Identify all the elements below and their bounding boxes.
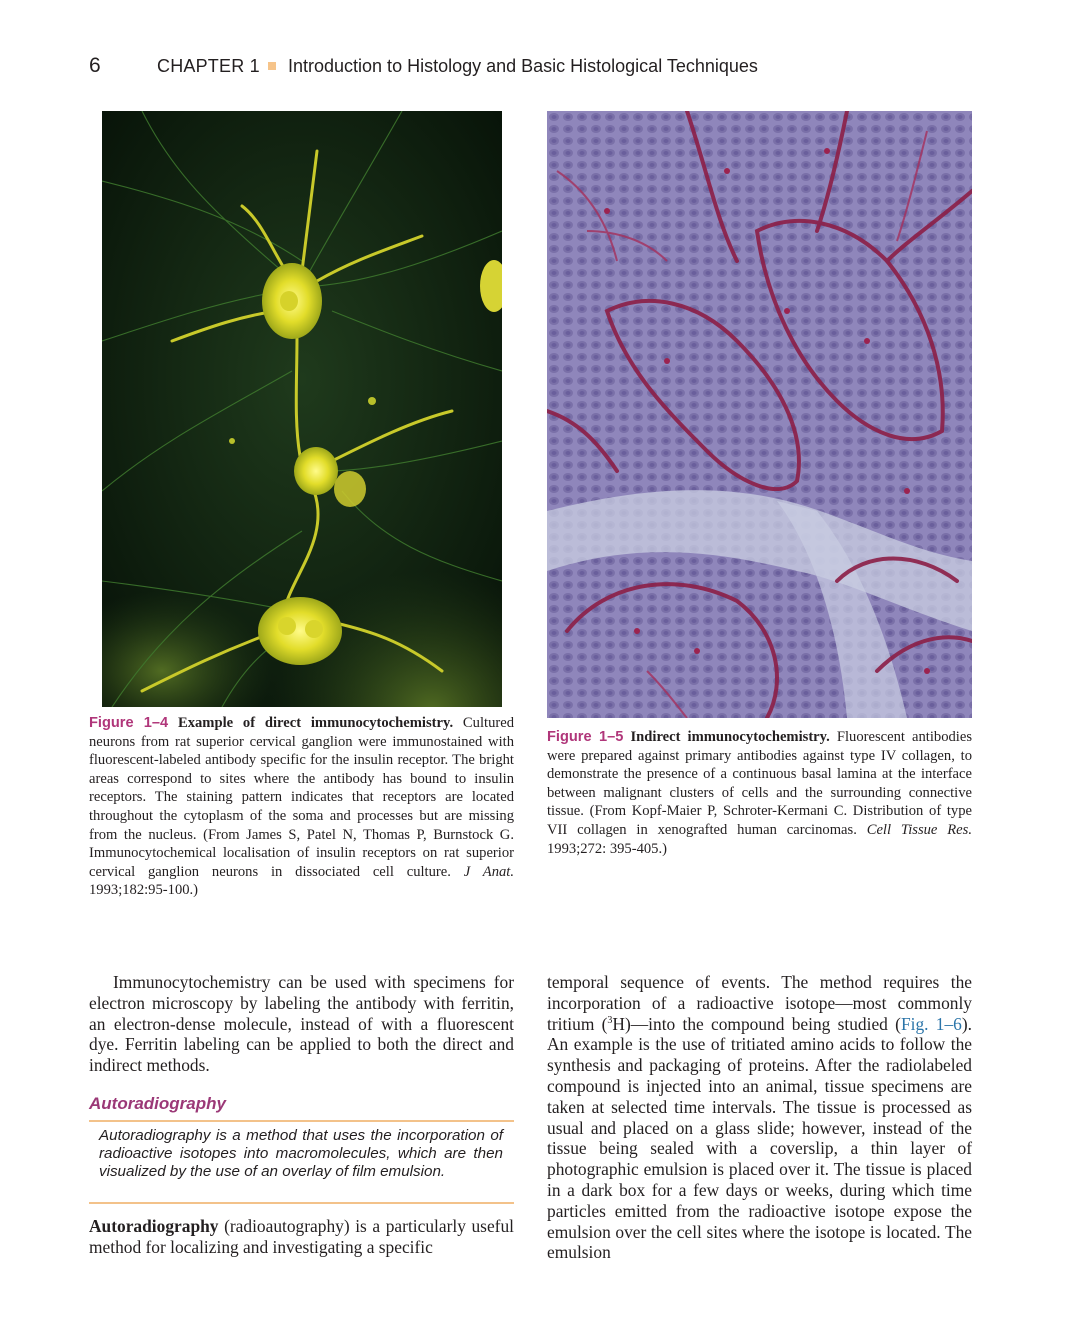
page-number: 6 xyxy=(89,54,101,77)
isotope-superscript: 3 xyxy=(607,1014,613,1026)
chapter-label: CHAPTER 1 xyxy=(157,56,260,76)
right-text-b: H)—into the compound being studied ( xyxy=(612,1013,901,1034)
figure-1-4-caption xyxy=(89,714,514,900)
chapter-title: Introduction to Histology and Basic Histological Techniques xyxy=(288,56,758,76)
figure-1-4-label: Figure 1–4 xyxy=(89,715,169,731)
figure-1-5-citation-end: 1993;272: 395-405.) xyxy=(547,840,667,857)
figure-1-5-title: Indirect immunocytochemistry. xyxy=(630,729,830,745)
running-head xyxy=(89,54,979,82)
key-term: Autoradiography xyxy=(89,1216,219,1236)
figure-1-5-caption xyxy=(547,728,972,858)
figure-1-4-text: Cultured neurons from rat superior cervical ganglion were immunostained with fluorescent-labeled antibody specific for the insulin receptor. The bright areas correspond to sites where the antibody has bound to insulin receptors. The staining pattern indicates that receptors are located throughout the cytoplasm of the soma and processes but are missing from the nucleus. (From James S, Patel N, Thomas P, Burnstock G. Immunocytochemical localisation of insulin receptors on rat superior cervical ganglion neurons in dissociated cell culture. xyxy=(89,715,514,880)
section-heading: Autoradiography xyxy=(89,1094,226,1113)
square-bullet-icon xyxy=(268,62,276,70)
right-text-c: ). An example is the use of tritiated amino acids to follow the synthesis and packaging of proteins. After the radiolabeled compound is injected into an animal, tissue specimens are taken at selected time intervals. The tissue is processed as usual and placed on a glass slide; however, instead of the tissue being sealed with a coverslip, a thin layer of photographic emulsion is placed over it. The tissue is placed in a dark box for a few days or weeks, during which time particles emitted from the radioactive isotope expose the emulsion over the cell sites where the isotope is located. The emulsion xyxy=(547,1013,972,1263)
figure-1-5-journal: Cell Tissue Res. xyxy=(866,821,972,838)
figure-1-4-citation-end: 1993;182:95-100.) xyxy=(89,882,199,899)
right-column-paragraph xyxy=(547,972,972,1263)
immunocytochemistry-paragraph: Immunocytochemistry can be used with specimens for electron microscopy by labeling the antibody with ferritin, an electron-dense molecule, instead of with a fluorescent dye. Ferritin labeling can be applied to both the direct and indirect methods. xyxy=(89,972,514,1076)
figure-1-5-micrograph xyxy=(547,111,972,718)
figure-1-6-link[interactable]: Fig. 1–6 xyxy=(900,1013,962,1034)
figure-1-5-label: Figure 1–5 xyxy=(547,729,624,745)
figure-1-4-journal: J Anat. xyxy=(463,863,514,880)
summary-box xyxy=(89,1120,514,1204)
autoradiography-paragraph xyxy=(89,1216,514,1258)
right-text-a: temporal sequence of events. The method requires the incorporation of a radioactive isotope—most commonly tritium ( xyxy=(547,972,972,1034)
figure-1-4-micrograph xyxy=(102,111,502,707)
figure-1-4-title: Example of direct immunocytochemistry. xyxy=(177,715,454,731)
figure-1-5-text: Fluorescent antibodies were prepared against primary antibodies against type IV collagen, to demonstrate the presence of a continuous basal lamina at the interface between malignant clusters of cells and the surrounding connective tissue. (From Kopf-Maier P, Schroter-Kermani C. Distribution of type VII collagen in xenografted human carcinomas. xyxy=(547,729,973,838)
summary-text: Autoradiography is a method that uses the incorporation of radioactive isotopes into macromolecules, which are then visualized by the use of an overlay of film emulsion. xyxy=(99,1127,503,1181)
autoradiography-paragraph-text: (radioautography) is a particularly useful method for localizing and investigating a specific xyxy=(89,1216,514,1257)
